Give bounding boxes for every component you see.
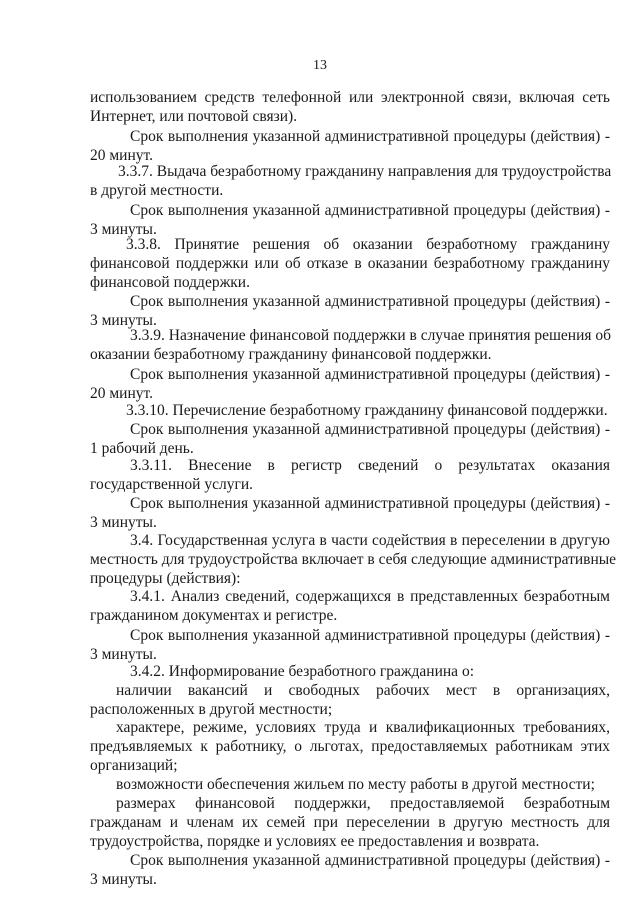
text-line: 3.3.10. Перечисление безработному гражданину финансовой поддержки.: [126, 402, 608, 419]
text-line: организаций;: [90, 757, 178, 774]
text-line: 3 минуты.: [90, 871, 157, 888]
text-line: наличии вакансий и свободных рабочих мест в организациях,: [116, 682, 610, 699]
text-line: оказании безработному гражданину финансовой поддержки.: [90, 346, 492, 363]
text-line: 3 минуты.: [90, 312, 157, 329]
text-line: государственной услуги.: [90, 476, 253, 493]
text-line: гражданином документах и регистре.: [90, 607, 338, 624]
text-line: местность для трудоустройства включает в себя следующие административные: [90, 551, 617, 568]
text-line: Срок выполнения указанной административной процедуры (действия) -: [130, 852, 610, 869]
text-line: 3.3.9. Назначение финансовой поддержки в случае принятия решения об: [130, 327, 611, 344]
text-line: использованием средств телефонной или электронной связи, включая сеть: [90, 89, 610, 106]
text-line: финансовой поддержки или об отказе в оказании безработному гражданину: [90, 255, 610, 272]
text-line: 3 минуты.: [90, 221, 157, 238]
text-line: финансовой поддержки.: [90, 274, 250, 291]
text-line: Срок выполнения указанной административной процедуры (действия) -: [130, 495, 610, 512]
text-line: 3 минуты.: [90, 646, 157, 663]
text-line: гражданам и членам их семей при переселении в другую местность для: [90, 814, 610, 831]
text-line: Срок выполнения указанной административной процедуры (действия) -: [130, 202, 610, 219]
text-line: Срок выполнения указанной административной процедуры (действия) -: [130, 421, 610, 438]
text-line: Срок выполнения указанной административной процедуры (действия) -: [130, 627, 610, 644]
text-line: 3.3.7. Выдача безработному гражданину направления для трудоустройства: [118, 163, 612, 180]
text-line: 20 минут.: [90, 385, 154, 402]
text-line: 3 минуты.: [90, 514, 157, 531]
text-line: возможности обеспечения жильем по месту работы в другой местности;: [116, 776, 595, 793]
text-line: 3.4.1. Анализ сведений, содержащихся в представленных безработным: [130, 588, 610, 605]
text-line: 20 минут.: [90, 147, 154, 164]
text-line: 3.3.8. Принятие решения об оказании безработному гражданину: [126, 236, 610, 253]
text-line: расположенных в другой местности;: [90, 701, 333, 718]
text-line: характере, режиме, условиях труда и квалификационных требованиях,: [116, 719, 610, 736]
text-line: трудоустройства, порядке и условиях ее предоставления и возврата.: [90, 833, 540, 850]
text-line: предъявляемых к работнику, о льготах, предоставляемых работникам этих: [90, 738, 610, 755]
text-line: Срок выполнения указанной административной процедуры (действия) -: [130, 128, 610, 145]
text-line: Интернет, или почтовой связи).: [90, 108, 298, 125]
text-line: Срок выполнения указанной административной процедуры (действия) -: [130, 366, 610, 383]
text-line: процедуры (действия):: [90, 570, 241, 587]
page-number: 13: [313, 58, 327, 73]
text-line: 3.4.2. Информирование безработного гражданина о:: [130, 663, 474, 680]
text-line: 1 рабочий день.: [90, 440, 194, 457]
text-line: 3.4. Государственная услуга в части содействия в переселении в другую: [130, 532, 610, 549]
text-line: размерах финансовой поддержки, предоставляемой безработным: [116, 795, 610, 812]
text-line: 3.3.11. Внесение в регистр сведений о результатах оказания: [130, 457, 610, 474]
text-line: Срок выполнения указанной административной процедуры (действия) -: [130, 293, 610, 310]
text-line: в другой местности.: [90, 182, 224, 199]
